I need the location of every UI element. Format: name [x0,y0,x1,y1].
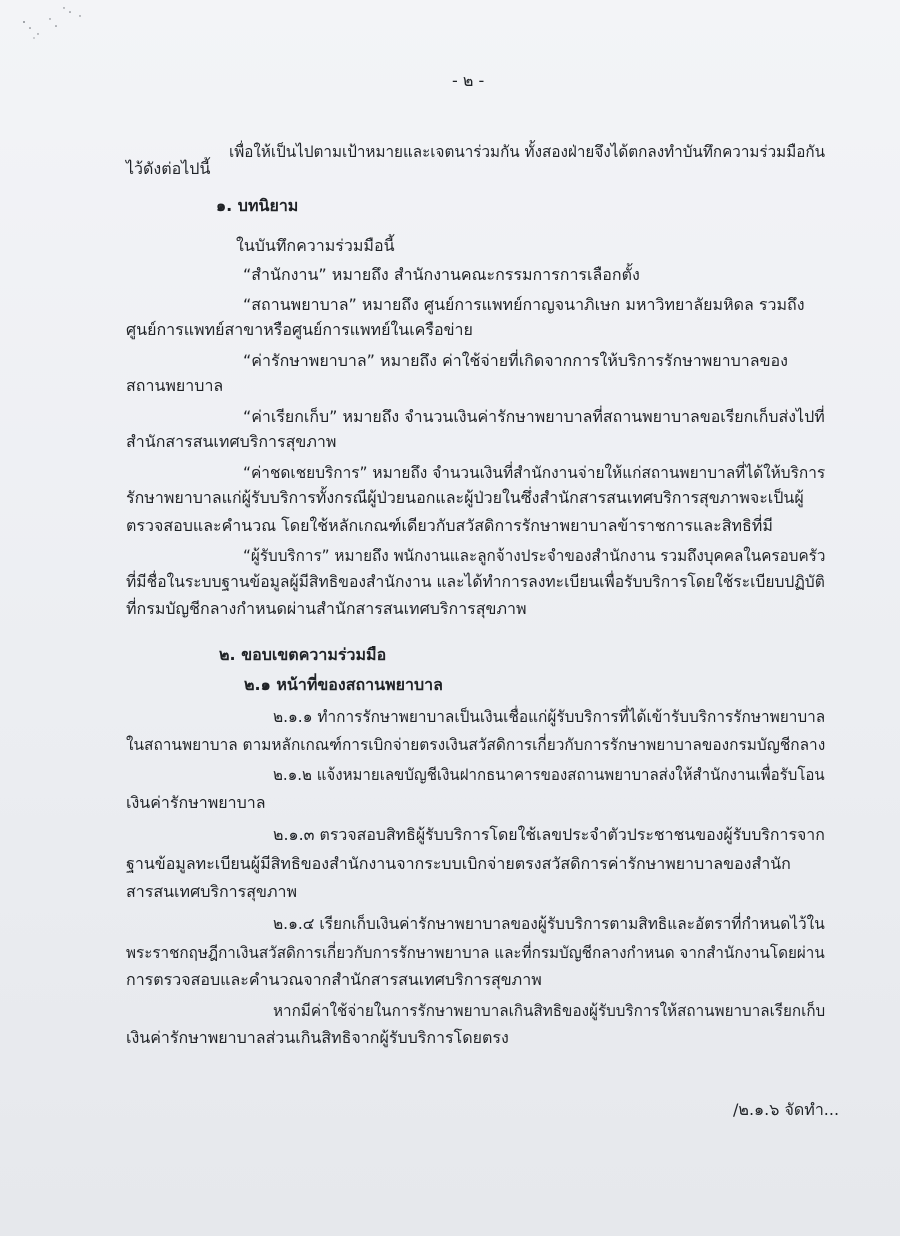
continuation-note: /๒.๑.๖ จัดทำ... [733,1100,840,1119]
definition-line: ที่กรมบัญชีกลางกำหนดผ่านสำนักสารสนเทศบริการสุขภาพ [126,599,527,618]
clause-line: การตรวจสอบและคำนวณจากสำนักสารสนเทศบริการสุขภาพ [126,970,542,989]
clause-line: ในสถานพยาบาล ตามหลักเกณฑ์การเบิกจ่ายตรงเงินสวัสดิการเกี่ยวกับการรักษาพยาบาลของกรมบัญชีกลาง [126,735,826,754]
clause-line: เงินค่ารักษาพยาบาลส่วนเกินสิทธิจากผู้รับบริการโดยตรง [126,1028,509,1047]
definition-line: “ค่าชดเชยบริการ” หมายถึง จำนวนเงินที่สำนักงานจ่ายให้แก่สถานพยาบาลที่ได้ให้บริการ [243,463,826,482]
definition-line: สำนักสารสนเทศบริการสุขภาพ [126,432,337,451]
definition-line: “สำนักงาน” หมายถึง สำนักงานคณะกรรมการการเลือกตั้ง [243,265,640,284]
clause-line: ๒.๑.๔ เรียกเก็บเงินค่ารักษาพยาบาลของผู้รับบริการตามสิทธิและอัตราที่กำหนดไว้ใน [273,914,825,933]
definition-line: รักษาพยาบาลแก่ผู้รับบริการทั้งกรณีผู้ป่วยนอกและผู้ป่วยในซึ่งสำนักสารสนเทศบริการสุขภาพจะเป็นผู้ [126,488,804,507]
clause-line: ๒.๑.๑ ทำการรักษาพยาบาลเป็นเงินเชื่อแก่ผู้รับบริการที่ได้เข้ารับบริการรักษาพยาบาล [273,707,826,726]
intro-line-2: ไว้ดังต่อไปนี้ [126,159,211,178]
definition-line: ศูนย์การแพทย์สาขาหรือศูนย์การแพทย์ในเครือข่าย [126,320,473,339]
clause-line: สารสนเทศบริการสุขภาพ [126,882,298,901]
section-2-heading: ๒. ขอบเขตความร่วมมือ [219,645,387,664]
clause-line: ๒.๑.๓ ตรวจสอบสิทธิผู้รับบริการโดยใช้เลขประจำตัวประชาชนของผู้รับบริการจาก [273,825,825,844]
clause-line: หากมีค่าใช้จ่ายในการรักษาพยาบาลเกินสิทธิของผู้รับบริการให้สถานพยาบาลเรียกเก็บ [273,1001,826,1020]
section-1-heading: ๑. บทนิยาม [216,196,299,215]
definition-line: สถานพยาบาล [126,376,224,395]
clause-line: ฐานข้อมูลทะเบียนผู้มีสิทธิของสำนักงานจากระบบเบิกจ่ายตรงสวัสดิการค่ารักษาพยาบาลของสำนัก [126,854,791,873]
definition-line: “ค่ารักษาพยาบาล” หมายถึง ค่าใช้จ่ายที่เกิดจากการให้บริการรักษาพยาบาลของ [243,351,788,370]
clause-line: เงินค่ารักษาพยาบาล [126,793,266,812]
page-number: - ๒ - [452,71,485,90]
scan-speckle-marks [14,4,94,44]
definition-line: ที่มีชื่อในระบบฐานข้อมูลผู้มีสิทธิของสำนักงาน และได้ทำการลงทะเบียนเพื่อรับบริการโดยใช้ระเบียบปฏิบัติ [126,572,825,591]
definition-line: “ผู้รับบริการ” หมายถึง พนักงานและลูกจ้างประจำของสำนักงาน รวมถึงบุคคลในครอบครัว [243,546,826,565]
section-2-1-heading: ๒.๑ หน้าที่ของสถานพยาบาล [244,675,443,694]
definition-line: ในบันทึกความร่วมมือนี้ [236,236,395,255]
intro-line-1: เพื่อให้เป็นไปตามเป้าหมายและเจตนาร่วมกัน ทั้งสองฝ่ายจึงได้ตกลงทำบันทึกความร่วมมือกัน [229,142,826,161]
clause-line: พระราชกฤษฎีกาเงินสวัสดิการเกี่ยวกับการรักษาพยาบาล และที่กรมบัญชีกลางกำหนด จากสำนักงานโดยผ่าน [126,943,825,962]
definition-line: “ค่าเรียกเก็บ” หมายถึง จำนวนเงินค่ารักษาพยาบาลที่สถานพยาบาลขอเรียกเก็บส่งไปที่ [243,407,825,426]
definition-line: ตรวจสอบและคำนวณ โดยใช้หลักเกณฑ์เดียวกับสวัสดิการรักษาพยาบาลข้าราชการและสิทธิที่มี [126,516,773,535]
definition-line: “สถานพยาบาล” หมายถึง ศูนย์การแพทย์กาญจนาภิเษก มหาวิทยาลัยมหิดล รวมถึง [243,295,805,314]
clause-line: ๒.๑.๒ แจ้งหมายเลขบัญชีเงินฝากธนาคารของสถานพยาบาลส่งให้สำนักงานเพื่อรับโอน [273,765,825,784]
